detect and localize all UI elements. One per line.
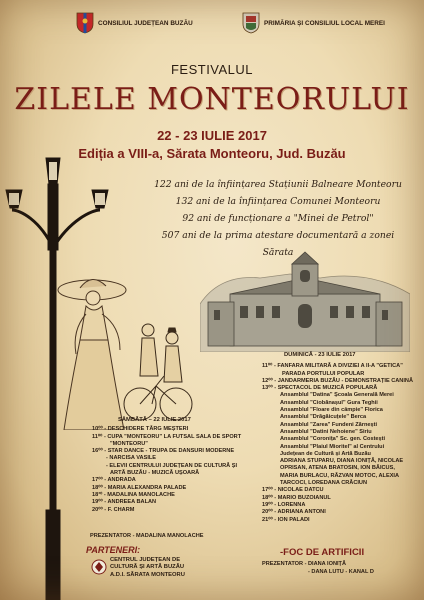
anniversary-line: 132 ani de la înființarea Comunei Monteoru <box>175 196 381 207</box>
program-row <box>280 392 413 399</box>
program-time: 20⁰⁰ <box>262 509 273 516</box>
saturday-heading: SÂMBĂTĂ – 22 IULIE 2017 <box>118 417 191 423</box>
county-coat-of-arms-icon <box>76 12 94 34</box>
program-text: - CUPA "MONTEORU" LA FUTSAL SALA DE SPORT <box>103 433 242 440</box>
program-text: ARTĂ BUZĂU - MUZICĂ UȘOARĂ <box>110 470 200 477</box>
program-time: 18⁰⁰ <box>262 494 273 501</box>
program-time: 18⁰⁰ <box>92 484 103 491</box>
program-text: - ION PALADI <box>274 516 310 523</box>
program-row <box>280 407 413 414</box>
fireworks-label: -FOC DE ARTIFICII <box>280 547 365 558</box>
program-text: Ansamblul "Drăgăicuțele" Berca <box>280 414 367 421</box>
sunday-presenters <box>262 561 374 576</box>
sunday-heading: DUMINICĂ - 23 IULIE 2017 <box>284 352 356 358</box>
program-text: - DESCHIDERE TÂRG MEȘTERI <box>104 426 189 433</box>
partner-line: CULTURĂ ȘI ARTĂ BUZĂU <box>110 564 185 571</box>
program-text: - NICOLAE DATCU <box>274 487 324 494</box>
program-row <box>92 477 241 484</box>
program-row <box>92 426 241 433</box>
program-text: Ansamblul "Plaiul Mioritel" al Centrului <box>280 443 385 450</box>
program-time: 13⁰⁰ <box>262 385 273 392</box>
partners-heading: PARTENERI: <box>86 545 141 555</box>
program-text: Ansamblul "Floare din câmpie" Florica <box>280 407 383 414</box>
sunday-program <box>262 352 413 524</box>
partner-line: A.D.I. SĂRATA MONTEORU <box>110 571 185 578</box>
partners-list <box>110 557 185 579</box>
program-time: 11⁰⁰ <box>262 363 273 370</box>
program-text: Județean de Cultură și Artă Buzău <box>280 450 371 457</box>
county-council-name: CONSILIUL JUDEȚEAN BUZĂU <box>98 19 193 27</box>
program-row <box>92 507 241 514</box>
county-council-logo <box>76 12 193 34</box>
program-text: - STAR DANCE - TRUPA DE DANSURI MODERNE <box>104 448 235 455</box>
program-text: - NARCISA VASILE <box>106 455 157 462</box>
program-row <box>262 509 413 516</box>
program-text: MARIA BURLACU, RĂZVAN MOTOC, ALEXIA <box>280 472 400 479</box>
program-row <box>282 371 413 378</box>
program-text: Ansamblul "Ciobănașul" Gura Teghii <box>280 399 378 406</box>
program-time: 19⁰⁰ <box>92 499 103 506</box>
program-row <box>262 495 413 502</box>
program-row <box>92 499 241 506</box>
program-text: - ADRIANA ANTONI <box>274 509 326 516</box>
program-text: - JANDARMERIA BUZĂU - DEMONSTRAȚIE CANINĂ <box>274 377 413 384</box>
program-time: 19⁰⁰ <box>262 501 273 508</box>
program-text: - MARIO BUZOIANUL <box>274 494 331 501</box>
saturday-presenter: PREZENTATOR - MADALINA MANOLACHE <box>90 533 204 539</box>
program-text: Ansamblul "Datina" Școala Generală Merei <box>280 392 394 399</box>
program-time: 16⁰⁰ <box>92 448 103 455</box>
program-text: - ANDRADA <box>104 477 136 484</box>
partner-logo-icon <box>90 558 108 580</box>
program-text: PARADA PORTULUI POPULAR <box>282 370 365 377</box>
program-row <box>262 487 413 494</box>
program-text: - ANDREEA BALAN <box>104 499 157 506</box>
program-row <box>92 434 241 441</box>
local-council-logo <box>242 12 385 34</box>
program-row <box>280 465 413 472</box>
program-row <box>280 414 413 421</box>
program-row <box>280 422 413 429</box>
program-text: - FANFARA MILITARĂ A DIVIZIEI A II-A "GETICA" <box>273 363 403 370</box>
commune-coat-of-arms-icon <box>242 12 260 34</box>
program-row <box>280 429 413 436</box>
program-time: 12⁰⁰ <box>262 377 273 384</box>
program-text: Ansamblul "Zarea" Fundeni Zărnești <box>280 421 377 428</box>
program-row <box>280 436 413 443</box>
program-text: TARCOCI, LOREDANA CRĂCIUN <box>280 480 368 487</box>
program-text: - F. CHARM <box>104 506 135 513</box>
program-time: 20⁰⁰ <box>92 506 103 513</box>
program-row <box>262 517 413 524</box>
sunday-presenter-line: PREZENTATOR - DIANA IONIȚĂ <box>262 561 347 567</box>
program-row <box>262 385 413 392</box>
program-row <box>280 473 413 480</box>
program-row <box>262 363 413 370</box>
saturday-program <box>92 417 241 514</box>
program-time: 11⁰⁰ <box>92 433 103 440</box>
program-time: 17⁰⁰ <box>262 487 273 494</box>
program-text: "MONTEORU" <box>110 440 148 447</box>
program-row <box>106 455 241 462</box>
festival-title: ZILELE MONTEORULUI <box>14 82 410 117</box>
program-time: 18³⁰ <box>92 491 103 498</box>
anniversaries <box>148 176 408 261</box>
program-row <box>280 400 413 407</box>
program-row <box>106 463 241 470</box>
program-text: - ELEVII CENTRULUI JUDEȚEAN DE CULTURĂ ȘI <box>106 462 238 469</box>
anniversary-line: 507 ani de la prima atestare documentară a zonei Sărata <box>161 230 395 258</box>
program-text: Ansamblul "Coronița" Sc. gen. Costești <box>280 436 386 443</box>
program-time: 17⁰⁰ <box>92 477 103 484</box>
anniversary-line: 92 ani de funcționare a "Minei de Petrol" <box>182 213 374 224</box>
program-text: ADRIANA STUPARU, DIANA IONIȚĂ, NICOLAE <box>280 458 404 465</box>
program-text: Ansamblul "Datini Nehoiene" Siriu <box>280 428 372 435</box>
program-text: - MADALINA MANOLACHE <box>103 491 175 498</box>
program-text: OPRISAN, ATENA BRATOSIN, ION BĂICUS, <box>280 465 395 472</box>
partner-line: CENTRUL JUDEȚEAN DE <box>110 557 181 563</box>
cyclists-illustration <box>118 316 198 426</box>
program-time: 10⁰⁰ <box>92 426 103 433</box>
festival-label: FESTIVALUL <box>170 62 254 77</box>
program-text: - MARIA ALEXANDRA PALADE <box>104 484 187 491</box>
festival-edition: Ediția a VIII-a, Sărata Monteoru, Jud. Buzău <box>78 146 346 161</box>
program-time: 21⁰⁰ <box>262 516 273 523</box>
sunday-presenter-line: - DANA LUTU - KANAL D <box>308 568 374 575</box>
program-row <box>92 485 241 492</box>
program-text: - SPECTACOL DE MUZICĂ POPULARĂ <box>274 385 378 392</box>
program-text: - LORENNA <box>274 501 306 508</box>
program-row <box>280 444 413 451</box>
program-row <box>92 448 241 455</box>
festival-dates: 22 - 23 IULIE 2017 <box>157 128 267 143</box>
anniversary-line: 122 ani de la înființarea Stațiunii Balneare Monteoru <box>154 179 402 190</box>
local-council-name: PRIMĂRIA ȘI CONSILIUL LOCAL MEREI <box>264 19 385 27</box>
